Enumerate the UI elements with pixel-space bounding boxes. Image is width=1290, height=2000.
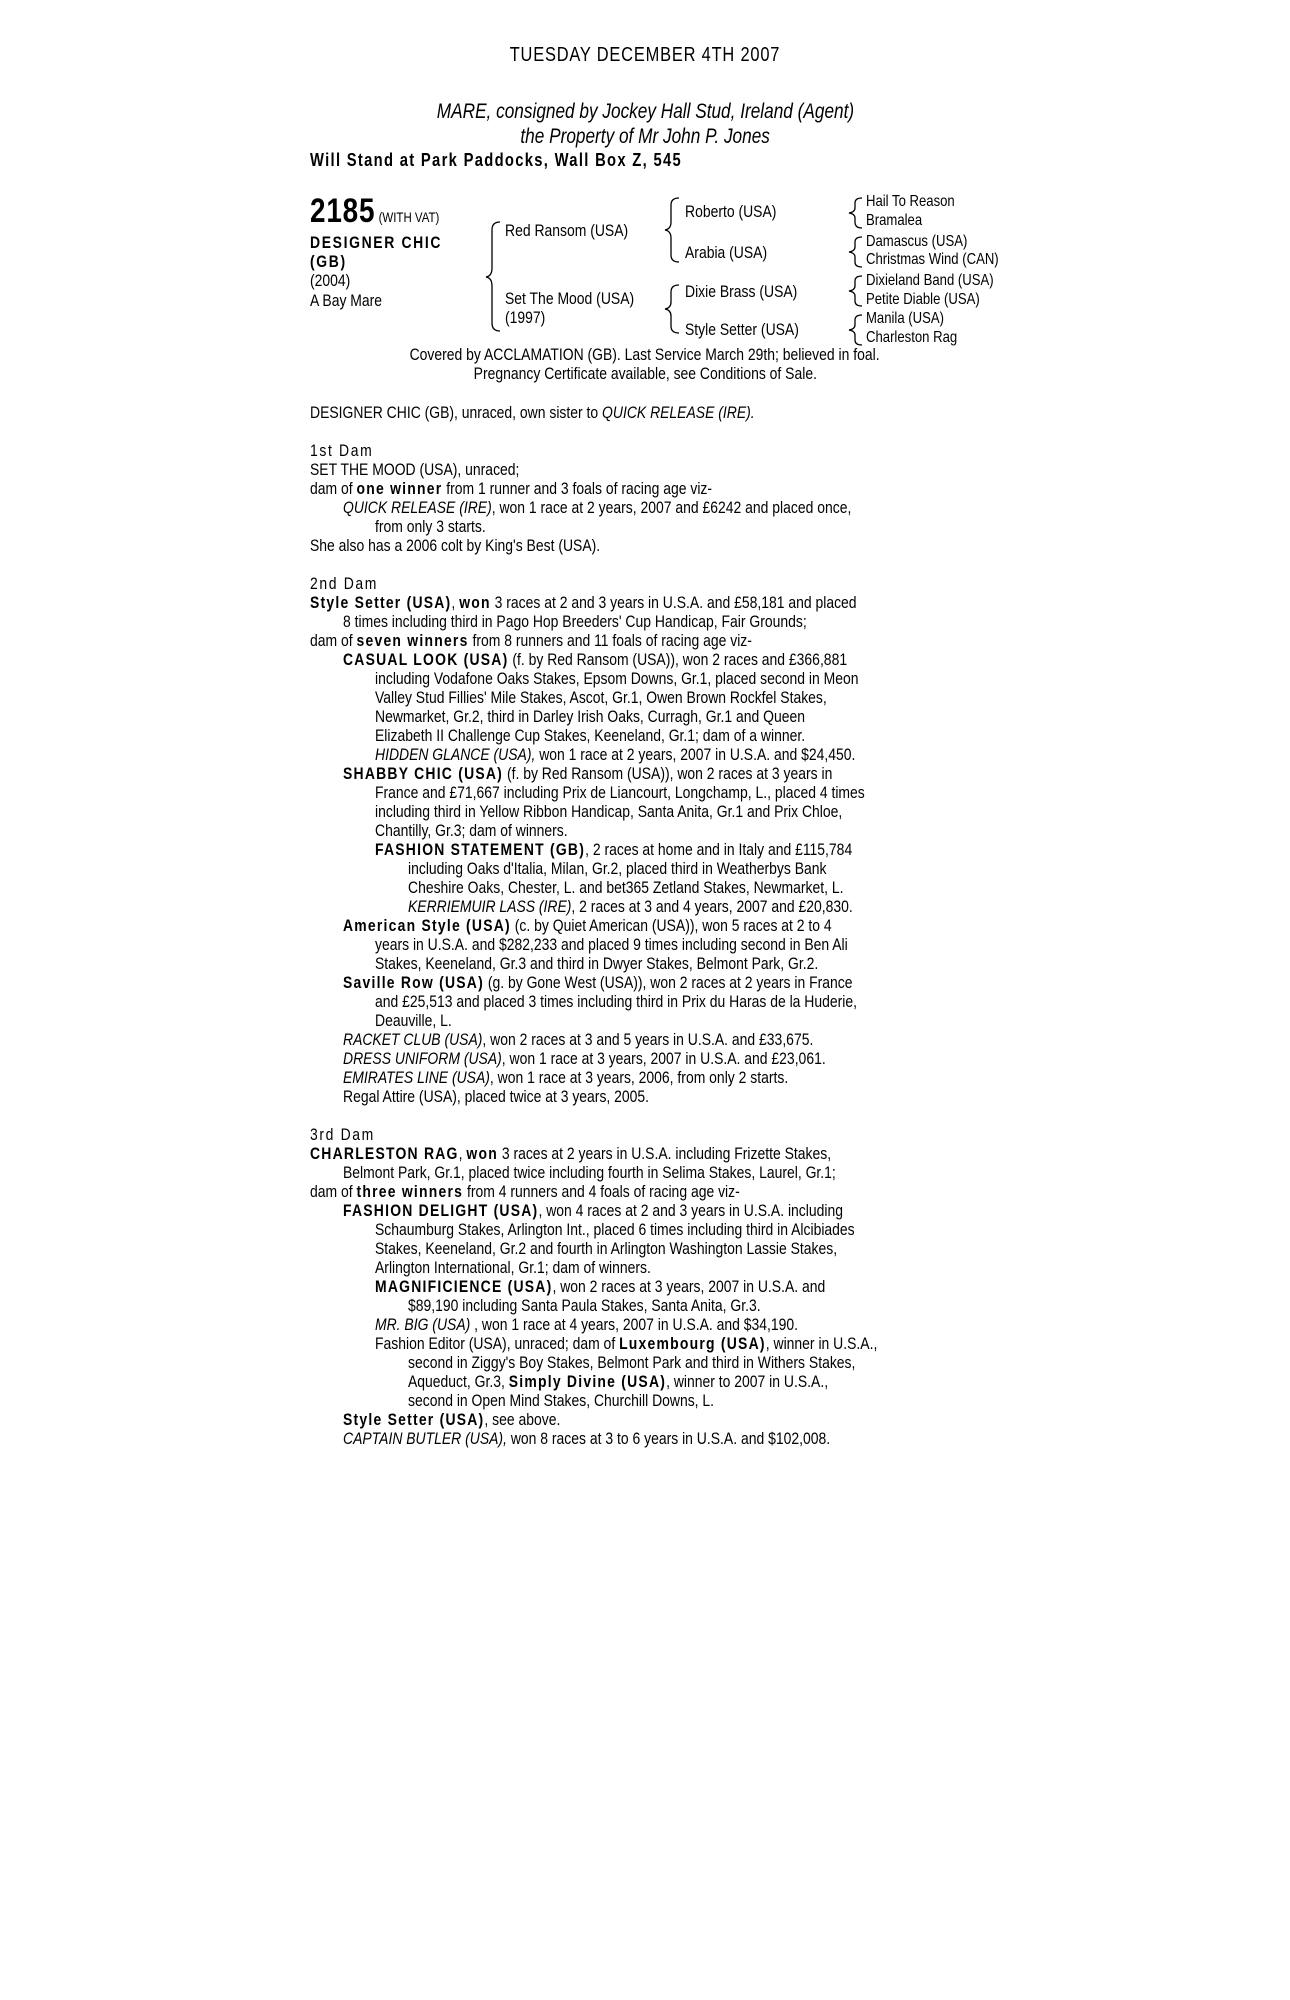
second-dam-line: Saville Row (USA) (g. by Gone West (USA)), won 2 races at 2 years in France xyxy=(343,973,853,992)
second-dam-line: including Oaks d'Italia, Milan, Gr.2, placed third in Weatherbys Bank xyxy=(408,859,827,878)
covered-line: Covered by ACCLAMATION (GB). Last Service March 29th; believed in foal. xyxy=(409,345,881,364)
third-dam-line: second in Open Mind Stakes, Churchill Downs, L. xyxy=(408,1391,715,1410)
ancestor-3: Damascus (USA) xyxy=(866,233,968,250)
second-dam-line: Stakes, Keeneland, Gr.3 and third in Dwyer Stakes, Belmont Park, Gr.2. xyxy=(375,954,819,973)
second-dam-line: dam of seven winners from 8 runners and 11 foals of racing age viz- xyxy=(310,631,752,650)
first-dam-line: SET THE MOOD (USA), unraced; xyxy=(310,460,520,479)
dam-year: (1997) xyxy=(505,308,546,327)
third-dam-heading: 3rd Dam xyxy=(310,1125,375,1144)
second-dam-line: Deauville, L. xyxy=(375,1011,452,1030)
third-dam-line: CAPTAIN BUTLER (USA), won 8 races at 3 to 6 years in U.S.A. and $102,008. xyxy=(343,1429,831,1448)
second-dam-line: HIDDEN GLANCE (USA), won 1 race at 2 years, 2007 in U.S.A. and $24,450. xyxy=(375,745,856,764)
third-dam-line: second in Ziggy's Boy Stakes, Belmont Park and third in Withers Stakes, xyxy=(408,1353,856,1372)
horse-country: (GB) xyxy=(310,252,347,271)
first-dam-line: QUICK RELEASE (IRE), won 1 race at 2 years, 2007 and £6242 and placed once, xyxy=(343,498,852,517)
second-dam-line: years in U.S.A. and $282,233 and placed 9 times including second in Ben Ali xyxy=(375,935,848,954)
ancestor-8: Charleston Rag xyxy=(866,329,958,346)
sire-sire-name: Roberto (USA) xyxy=(685,202,777,221)
first-dam-line: from only 3 starts. xyxy=(375,517,486,536)
third-dam-line: $89,190 including Santa Paula Stakes, Santa Anita, Gr.3. xyxy=(408,1296,761,1315)
ancestor-6: Petite Diable (USA) xyxy=(866,291,980,308)
second-dam-line: and £25,513 and placed 3 times including third in Prix du Haras de la Huderie, xyxy=(375,992,858,1011)
third-dam-line: Style Setter (USA), see above. xyxy=(343,1410,561,1429)
second-dam-line: Newmarket, Gr.2, third in Darley Irish Oaks, Curragh, Gr.1 and Queen xyxy=(375,707,806,726)
horse-description: A Bay Mare xyxy=(310,291,383,310)
box-location: Will Stand at Park Paddocks, Wall Box Z, 545 xyxy=(310,150,683,170)
horse-year: (2004) xyxy=(310,271,351,290)
second-dam-line: DRESS UNIFORM (USA), won 1 race at 3 years, 2007 in U.S.A. and £23,061. xyxy=(343,1049,826,1068)
horse-name: DESIGNER CHIC xyxy=(310,233,443,252)
second-dam-line: including Vodafone Oaks Stakes, Epsom Downs, Gr.1, placed second in Meon xyxy=(375,669,859,688)
second-dam-line: Valley Stud Fillies' Mile Stakes, Ascot, Gr.1, Owen Brown Rockfel Stakes, xyxy=(375,688,827,707)
third-dam-line: Aqueduct, Gr.3, Simply Divine (USA), winner to 2007 in U.S.A., xyxy=(408,1372,829,1391)
third-dam-line: MAGNIFICIENCE (USA), won 2 races at 3 years, 2007 in U.S.A. and xyxy=(375,1277,826,1296)
second-dam-heading: 2nd Dam xyxy=(310,574,379,593)
second-dam-line: SHABBY CHIC (USA) (f. by Red Ransom (USA)), won 2 races at 3 years in xyxy=(343,764,833,783)
third-dam-line: Fashion Editor (USA), unraced; dam of Luxembourg (USA), winner in U.S.A., xyxy=(375,1334,878,1353)
second-dam-line: KERRIEMUIR LASS (IRE), 2 races at 3 and 4 years, 2007 and £20,830. xyxy=(408,897,853,916)
sire-name: Red Ransom (USA) xyxy=(505,221,629,240)
ancestor-4: Christmas Wind (CAN) xyxy=(866,251,999,268)
first-dam-line: dam of one winner from 1 runner and 3 foals of racing age viz- xyxy=(310,479,713,498)
second-dam-line: American Style (USA) (c. by Quiet American (USA)), won 5 races at 2 to 4 xyxy=(343,916,832,935)
second-dam-line: CASUAL LOOK (USA) (f. by Red Ransom (USA)), won 2 races and £366,881 xyxy=(343,650,848,669)
second-dam-line: including third in Yellow Ribbon Handicap, Santa Anita, Gr.1 and Prix Chloe, xyxy=(375,802,843,821)
third-dam-line: Stakes, Keeneland, Gr.2 and fourth in Arlington Washington Lassie Stakes, xyxy=(375,1239,838,1258)
third-dam-line: CHARLESTON RAG, won 3 races at 2 years in U.S.A. including Frizette Stakes, xyxy=(310,1144,832,1163)
second-dam-line: Style Setter (USA), won 3 races at 2 and 3 years in U.S.A. and £58,181 and placed xyxy=(310,593,857,612)
second-dam-line: Cheshire Oaks, Chester, L. and bet365 Zetland Stakes, Newmarket, L. xyxy=(408,878,844,897)
second-dam-line: Regal Attire (USA), placed twice at 3 years, 2005. xyxy=(343,1087,650,1106)
consignor-line: MARE, consigned by Jockey Hall Stud, Ireland (Agent) xyxy=(436,100,854,123)
first-dam-heading: 1st Dam xyxy=(310,441,374,460)
dam-dam-name: Style Setter (USA) xyxy=(685,320,799,339)
second-dam-line: Chantilly, Gr.3; dam of winners. xyxy=(375,821,568,840)
ancestor-7: Manila (USA) xyxy=(866,310,945,327)
second-dam-line: France and £71,667 including Prix de Liancourt, Longchamp, L., placed 4 times xyxy=(375,783,865,802)
second-dam-line: FASHION STATEMENT (GB), 2 races at home and in Italy and £115,784 xyxy=(375,840,853,859)
third-dam-line: Schaumburg Stakes, Arlington Int., placed 6 times including third in Alcibiades xyxy=(375,1220,855,1239)
pregnancy-line: Pregnancy Certificate available, see Conditions of Sale. xyxy=(473,364,817,383)
second-dam-line: RACKET CLUB (USA), won 2 races at 3 and 5 years in U.S.A. and £33,675. xyxy=(343,1030,814,1049)
third-dam-line: MR. BIG (USA) , won 1 race at 4 years, 2007 in U.S.A. and $34,190. xyxy=(375,1315,799,1334)
vat-note: (WITH VAT) xyxy=(378,209,440,225)
dam-name: Set The Mood (USA) xyxy=(505,289,635,308)
second-dam-line: EMIRATES LINE (USA), won 1 race at 3 years, 2006, from only 2 starts. xyxy=(343,1068,789,1087)
ancestor-2: Bramalea xyxy=(866,212,923,229)
third-dam-line: Arlington International, Gr.1; dam of winners. xyxy=(375,1258,651,1277)
intro-line: DESIGNER CHIC (GB), unraced, own sister to QUICK RELEASE (IRE). xyxy=(310,403,755,422)
property-line: the Property of Mr John P. Jones xyxy=(520,125,770,148)
ancestor-1: Hail To Reason xyxy=(866,193,955,210)
sale-date: TUESDAY DECEMBER 4TH 2007 xyxy=(509,44,781,66)
third-dam-line: dam of three winners from 4 runners and 4 foals of racing age viz- xyxy=(310,1182,740,1201)
third-dam-line: Belmont Park, Gr.1, placed twice including fourth in Selima Stakes, Laurel, Gr.1; xyxy=(343,1163,836,1182)
third-dam-line: FASHION DELIGHT (USA), won 4 races at 2 and 3 years in U.S.A. including xyxy=(343,1201,843,1220)
second-dam-line: 8 times including third in Pago Hop Breeders' Cup Handicap, Fair Grounds; xyxy=(343,612,807,631)
dam-sire-name: Dixie Brass (USA) xyxy=(685,282,798,301)
sire-dam-name: Arabia (USA) xyxy=(685,243,768,262)
first-dam-line: She also has a 2006 colt by King's Best (USA). xyxy=(310,536,601,555)
ancestor-5: Dixieland Band (USA) xyxy=(866,272,994,289)
second-dam-line: Elizabeth II Challenge Cup Stakes, Keeneland, Gr.1; dam of a winner. xyxy=(375,726,806,745)
lot-number: 2185 xyxy=(310,192,376,230)
